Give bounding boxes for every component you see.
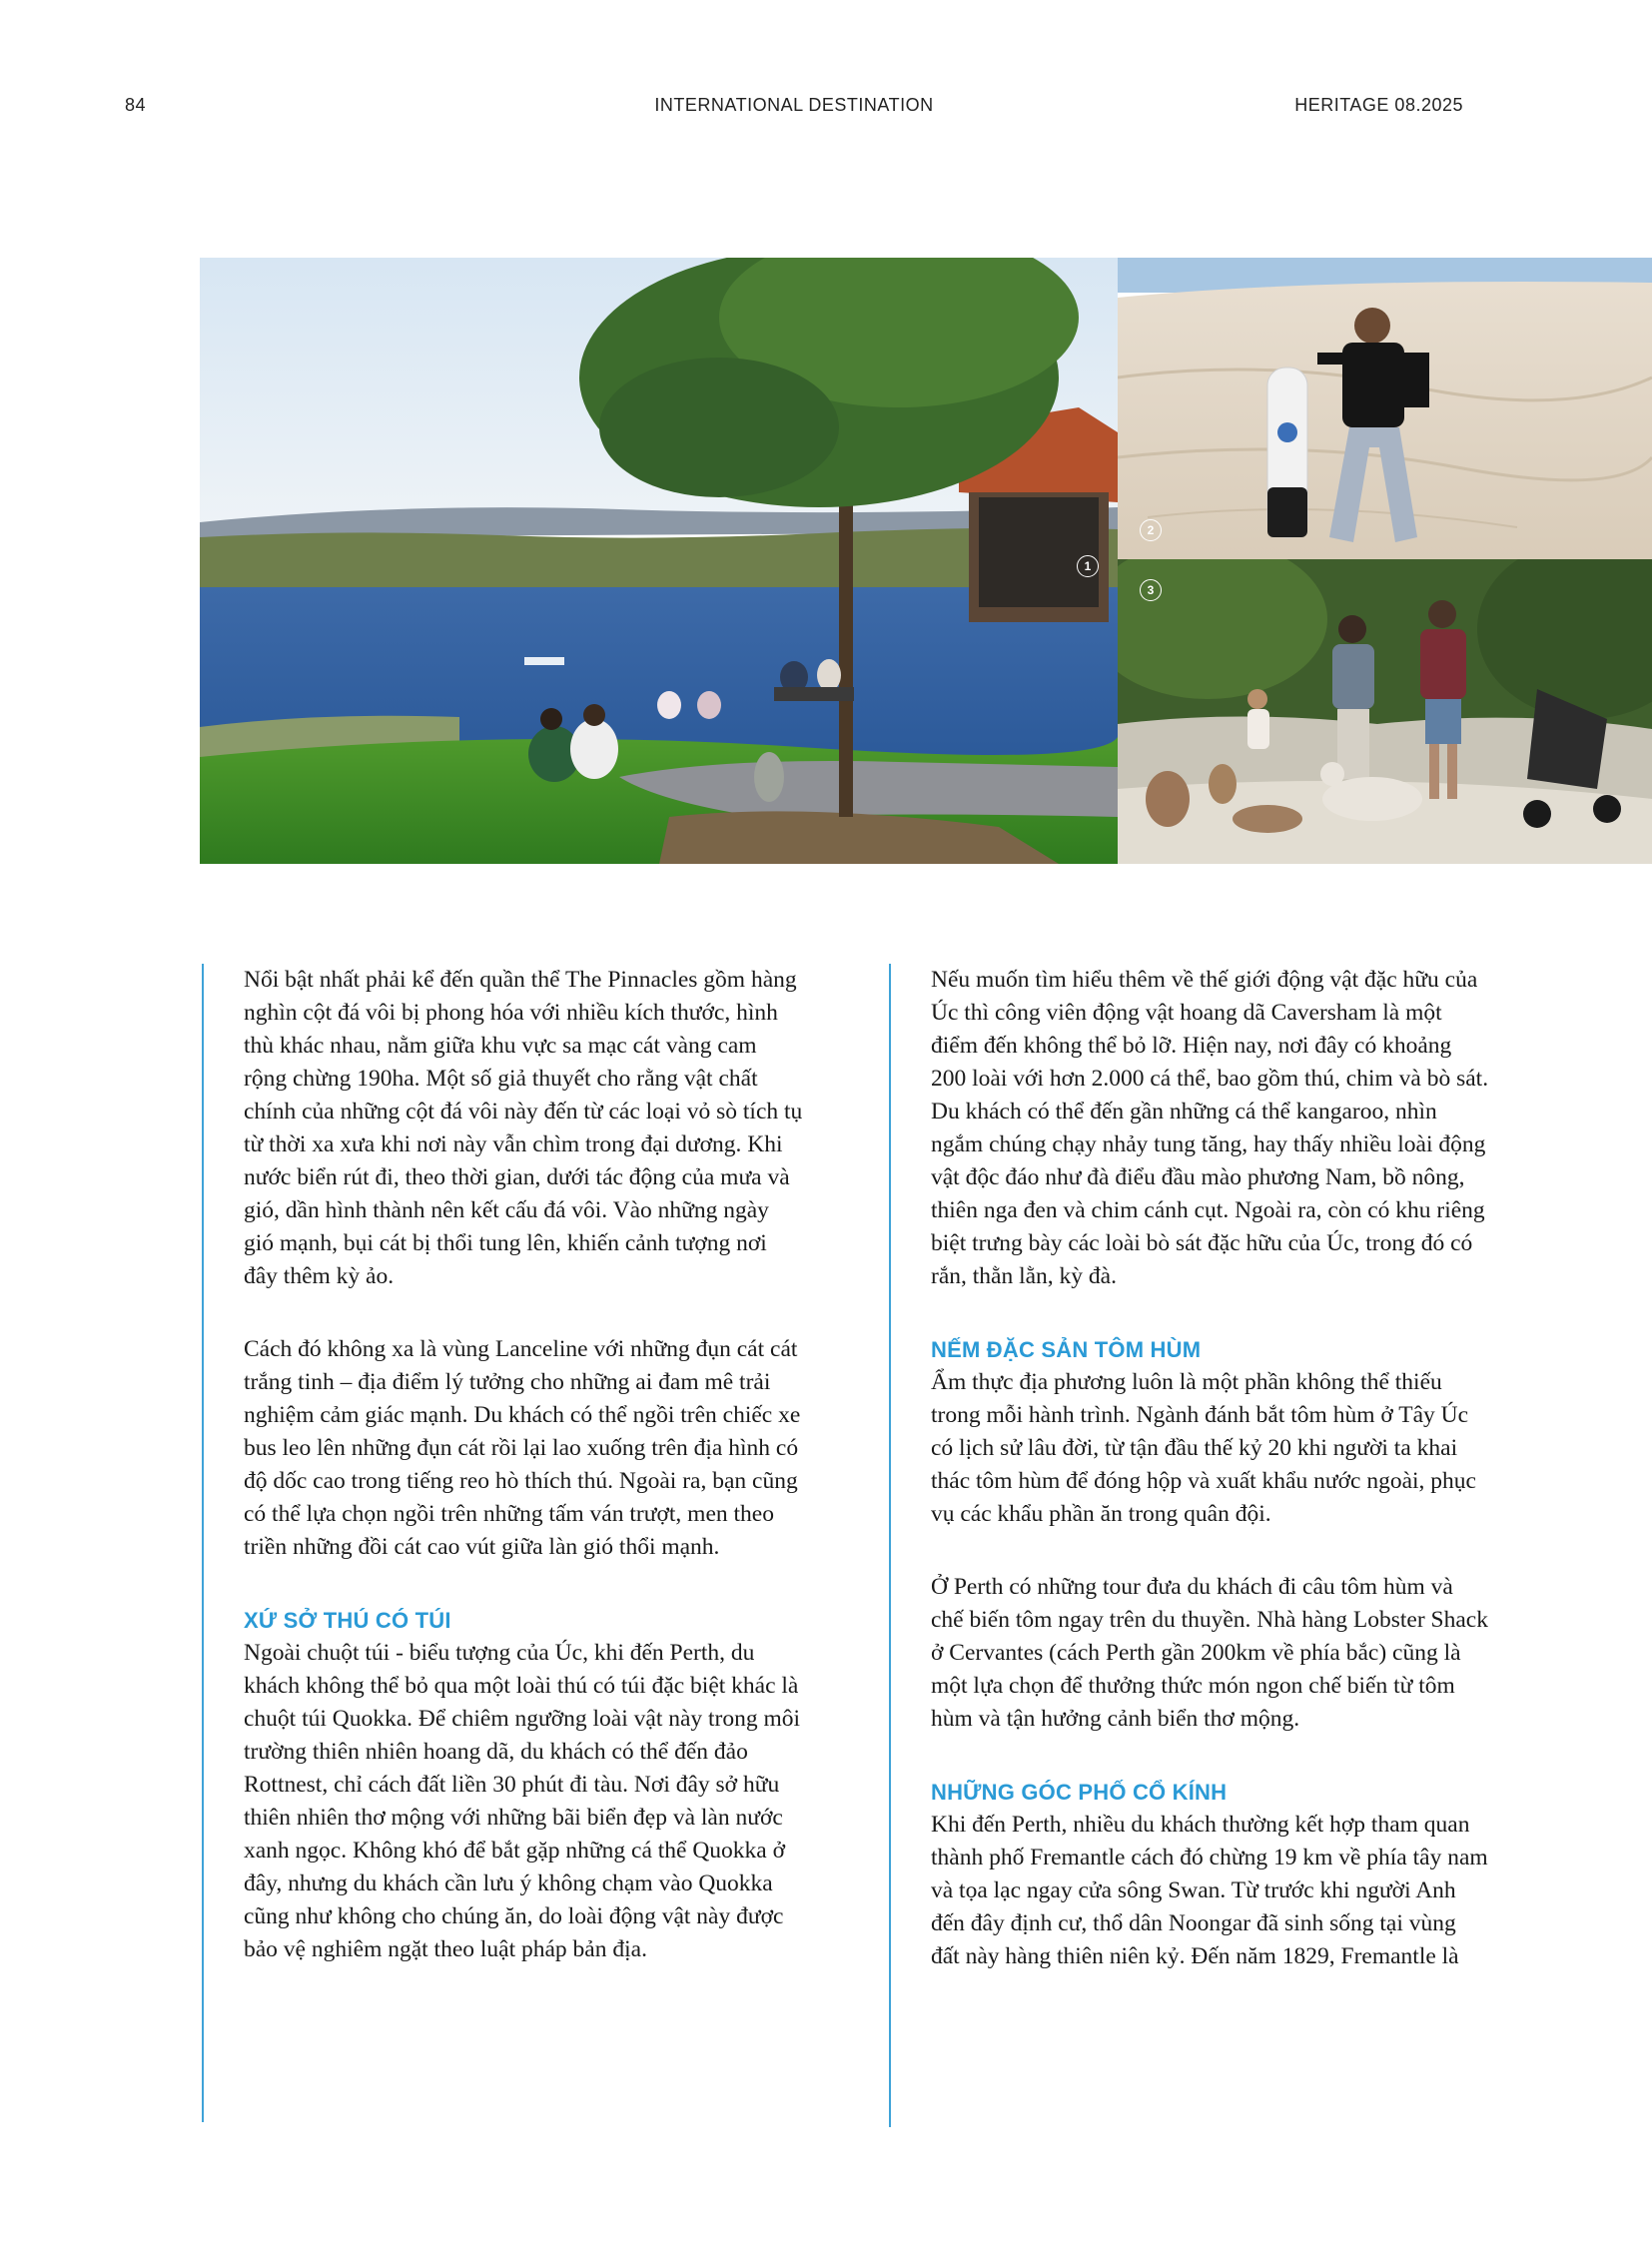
paragraph-pinnacles: Nổi bật nhất phải kể đến quần thể The Pinnacles gồm hàng nghìn cột đá vôi bị phong hóa với nhiều kích thước, hình thù khác nhau, nằm giữa khu vực sa mạc cát vàng cam rộng chừng 190ha. Một số giả thuyết cho rằng vật chất chính của những cột đá vôi này đến từ các loại vỏ sò tích tụ từ thời xa xưa khi nơi này vẫn chìm trong đại dương. Khi nước biển rút đi, theo thời gian, dưới tác động của mưa và gió, dần hình thành nên kết cấu đá vôi. Vào những ngày gió mạnh, bụi cát bị thổi tung lên, khiến cảnh tượng nơi đây thêm kỳ ảo. [244, 967, 803, 1289]
heading-marsupials: XỨ SỞ THÚ CÓ TÚI [244, 1608, 451, 1633]
paragraph-lobster-tours: Ở Perth có những tour đưa du khách đi câu tôm hùm và chế biến tôm ngay trên du thuyền. Nhà hàng Lobster Shack ở Cervantes (cách Perth gần 200km về phía bắc) cũng là một lựa chọn để thưởng thức món ngon chế biến từ tôm hùm và tận hưởng cảnh biển thơ mộng. [931, 1574, 1488, 1732]
issue-label: HERITAGE 08.2025 [1294, 95, 1463, 115]
heading-old-streets: NHỮNG GÓC PHỐ CỔ KÍNH [931, 1780, 1228, 1805]
article-column-right [889, 964, 1490, 2127]
page-number: 84 [125, 95, 147, 115]
heading-lobster: NẾM ĐẶC SẢN TÔM HÙM [931, 1337, 1202, 1362]
photo-sand-dune [1118, 258, 1652, 559]
section-title: INTERNATIONAL DESTINATION [654, 95, 934, 115]
photo-wildlife-park [1118, 559, 1652, 864]
page-header [125, 95, 1463, 125]
paragraph-quokka: Ngoài chuột túi - biểu tượng của Úc, khi đến Perth, du khách không thể bỏ qua một loài thú có túi đặc biệt khác là chuột túi Quokka. Để chiêm ngưỡng loài vật này trong môi trường thiên nhiên hoang dã, du khách có thể đến đảo Rottnest, chỉ cách đất liền 30 phút đi tàu. Nơi đây sở hữu thiên nhiên thơ mộng với những bãi biển đẹp và làn nước xanh ngọc. Không khó để bắt gặp những cá thể Quokka ở đây, nhưng du khách cần lưu ý không chạm vào Quokka cũng như không cho chúng ăn, do loài động vật này được bảo vệ nghiêm ngặt theo luật pháp bản địa. [244, 1640, 801, 1962]
paragraph-lanceline: Cách đó không xa là vùng Lanceline với những đụn cát cát trắng tinh – địa điểm lý tưởng cho những ai đam mê trải nghiệm cảm giác mạnh. Du khách có thể ngồi trên chiếc xe bus leo lên những đụn cát rồi lại lao xuống trên địa hình có độ dốc cao trong tiếng reo hò thích thú. Ngoài ra, bạn cũng có thể lựa chọn ngồi trên những tấm ván trượt, men theo triền những đồi cát cao vút giữa làn gió thổi mạnh. [244, 1336, 801, 1560]
photo-river-park [200, 258, 1118, 864]
photo-number-badge: 3 [1140, 579, 1162, 601]
photo-number-badge: 1 [1077, 555, 1099, 577]
paragraph-caversham: Nếu muốn tìm hiểu thêm về thế giới động vật đặc hữu của Úc thì công viên động vật hoang dã Caversham là một điểm đến không thể bỏ lỡ. Hiện nay, nơi đây có khoảng 200 loài với hơn 2.000 cá thể, bao gồm thú, chim và bò sát. Du khách có thể đến gần những cá thể kangaroo, nhìn ngắm chúng chạy nhảy tung tăng, hay thấy nhiều loài động vật độc đáo như đà điểu đầu mào phương Nam, bồ nông, thiên nga đen và chim cánh cụt. Ngoài ra, còn có khu riêng biệt trưng bày các loài bò sát đặc hữu của Úc, trong đó có rắn, thằn lằn, kỳ đà. [931, 967, 1489, 1289]
article-column-left [202, 964, 803, 2122]
paragraph-lobster-history: Ẩm thực địa phương luôn là một phần không thể thiếu trong mỗi hành trình. Ngành đánh bắt tôm hùm ở Tây Úc có lịch sử lâu đời, từ tận đầu thế kỷ 20 khi người ta khai thác tôm hùm để đóng hộp và xuất khẩu nước ngoài, phục vụ các khẩu phần ăn trong quân đội. [931, 1369, 1476, 1527]
paragraph-fremantle: Khi đến Perth, nhiều du khách thường kết hợp tham quan thành phố Fremantle cách đó chừng 19 km về phía tây nam và tọa lạc ngay cửa sông Swan. Từ trước khi người Anh đến đây định cư, thổ dân Noongar đã sinh sống tại vùng đất này hàng thiên niên kỷ. Đến năm 1829, Fremantle là [931, 1812, 1488, 1969]
photo-number-badge: 2 [1140, 519, 1162, 541]
